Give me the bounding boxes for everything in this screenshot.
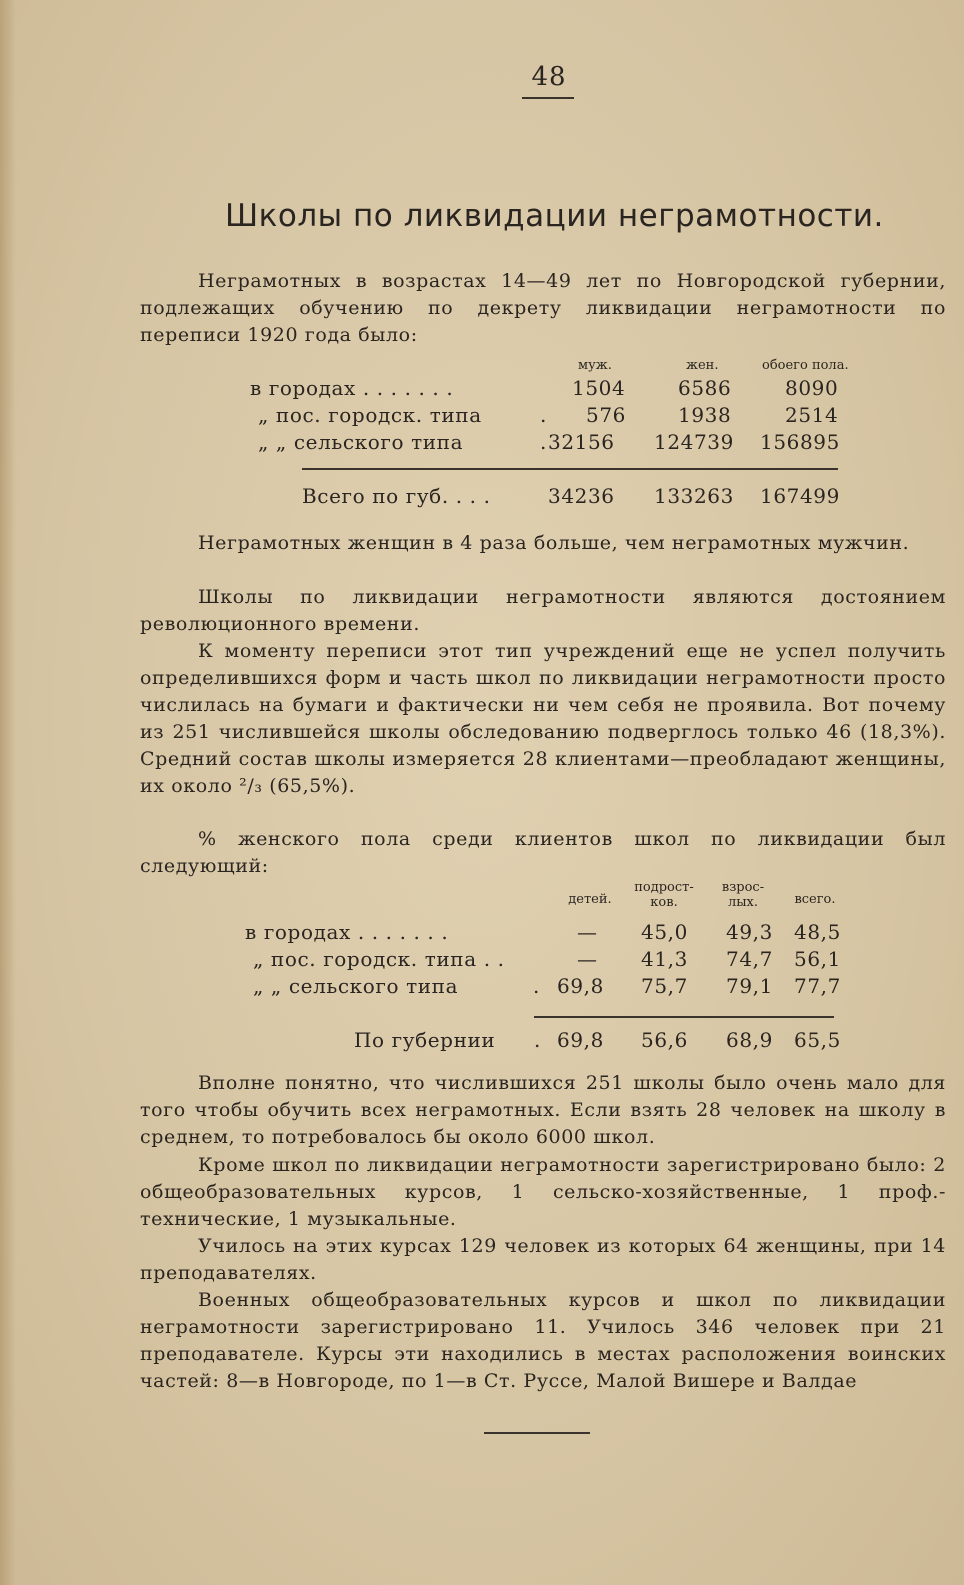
- table2-cell-children: —: [577, 920, 598, 944]
- table1-row-leader: .: [540, 403, 547, 427]
- table2-total-all: 65,5: [794, 1028, 841, 1052]
- table2-cell-all: 48,5: [794, 920, 841, 944]
- table1-row: [250, 430, 850, 457]
- table1-row-leader: .: [540, 430, 547, 454]
- page-edge-shadow: [0, 0, 16, 1585]
- table2-total-adults: 68,9: [726, 1028, 773, 1052]
- table1-total-male: 34236: [548, 484, 615, 508]
- table2-cell-teens: 75,7: [641, 974, 688, 998]
- table1-total-rule: [302, 468, 838, 470]
- table2-row-label: „ пос. городск. типа . .: [253, 947, 505, 971]
- table2-cell-teens: 41,3: [641, 947, 688, 971]
- paragraph-military: Военных общеобразовательных курсов и школ по ликвидации неграмотности зарегистрировано 11. Училось 346 человек при 21 преподавателе. Курсы эти находились в местах расположения воинских частей: 8—в Новгороде, по 1—в Ст. Руссе, Малой Вишере и Валдае: [140, 1289, 946, 1392]
- table2-total-rule: [534, 1016, 834, 1018]
- table1-cell-female: 6586: [678, 376, 732, 400]
- table2-cell-children: 69,8: [557, 974, 604, 998]
- table1-cell-male: 576: [586, 403, 626, 427]
- table2-header-teens: подрост-ков.: [634, 880, 694, 910]
- table2-header-adults: взрос-лых.: [721, 880, 765, 910]
- paragraph-schools: Школы по ликвидации неграмотности являются достоянием революционного времени.: [140, 586, 946, 635]
- table2-row-leader: .: [533, 974, 540, 998]
- table1-row-label: „ „ сельского типа: [258, 430, 464, 454]
- table1-cell-total: 2514: [785, 403, 839, 427]
- table2-total-row: [354, 1028, 854, 1055]
- table2-cell-adults: 74,7: [726, 947, 773, 971]
- table1-total-female: 133263: [654, 484, 734, 508]
- table1-cell-total: 156895: [760, 430, 840, 454]
- table1-cell-female: 124739: [654, 430, 734, 454]
- table1-total-label: Всего по губ. . . .: [302, 484, 491, 508]
- table1-cell-male: 1504: [572, 376, 626, 400]
- paragraph-enough: Вполне понятно, что числившихся 251 школы было очень мало для того чтобы обучить всех неграмотных. Если взять 28 человек на школу в среднем, то потребовалось бы около 6000 школ.: [140, 1072, 946, 1148]
- paragraph-students: Училось на этих курсах 129 человек из которых 64 женщины, при 14 преподавателях.: [140, 1235, 946, 1284]
- table1-cell-total: 8090: [785, 376, 839, 400]
- table2-header-all: всего.: [794, 892, 836, 907]
- table2-row: [245, 947, 855, 974]
- paragraph-courses: Кроме школ по ликвидации неграмотности зарегистрировано было: 2 общеобразовательных курсов, 1 сельско-хозяйственные, 1 проф.-технические, 1 музыкальные.: [140, 1154, 946, 1230]
- table1-cell-female: 1938: [678, 403, 732, 427]
- page-number: 48: [531, 62, 567, 92]
- table2-cell-all: 77,7: [794, 974, 841, 998]
- table1-row-label: в городах . . . . . . .: [250, 376, 454, 400]
- paragraph-intro: Неграмотных в возрастах 14—49 лет по Новгородской губернии, подлежащих обучению по декрету ликвидации неграмотности по переписи 1920 года было:: [140, 270, 946, 346]
- table2-total-children: 69,8: [557, 1028, 604, 1052]
- table2-cell-teens: 45,0: [641, 920, 688, 944]
- page-number-underline: [522, 97, 574, 99]
- table1-row-label: „ пос. городск. типа: [258, 403, 482, 427]
- table1-header-male: муж.: [578, 358, 612, 373]
- table2-cell-adults: 49,3: [726, 920, 773, 944]
- table2-header-children: детей.: [568, 892, 612, 907]
- table1-header-total: обоего пола.: [762, 358, 849, 373]
- table1-header-female: жен.: [686, 358, 719, 373]
- table1-cell-male: 32156: [548, 430, 615, 454]
- table1-row: [250, 403, 850, 430]
- table2-row: [245, 974, 855, 1001]
- table1-total-total: 167499: [760, 484, 840, 508]
- table2-total-leader: .: [534, 1028, 541, 1052]
- section-title: Школы по ликвидации неграмотности.: [225, 198, 884, 234]
- table2-row-label: „ „ сельского типа: [253, 974, 459, 998]
- table2-row: [245, 920, 855, 947]
- table2-cell-children: —: [577, 947, 598, 971]
- paragraph-women: Неграмотных женщин в 4 раза больше, чем неграмотных мужчин.: [198, 532, 910, 554]
- paragraph-census: К моменту переписи этот тип учреждений еще не успел получить определившихся форм и часть школ по ликвидации неграмотности просто числилась на бумаги и фактически ни чем себя не проявила. Вот почему из 251 числившейся школы обследованию подверглось только 46 (18,3%). Средний состав школы измеряется 28 клиентами—преобладают женщины, их около ²/₃ (65,5%).: [140, 640, 946, 797]
- table2-cell-adults: 79,1: [726, 974, 773, 998]
- table2-total-teens: 56,6: [641, 1028, 688, 1052]
- footer-rule: [484, 1432, 590, 1434]
- table2-row-label: в городах . . . . . . .: [245, 920, 449, 944]
- table2-cell-all: 56,1: [794, 947, 841, 971]
- paragraph-percent: % женского пола среди клиентов школ по ликвидации был следующий:: [140, 828, 946, 877]
- table1-total-row: [302, 484, 862, 511]
- table2-total-label: По губернии: [354, 1028, 496, 1052]
- table1-row: [250, 376, 850, 403]
